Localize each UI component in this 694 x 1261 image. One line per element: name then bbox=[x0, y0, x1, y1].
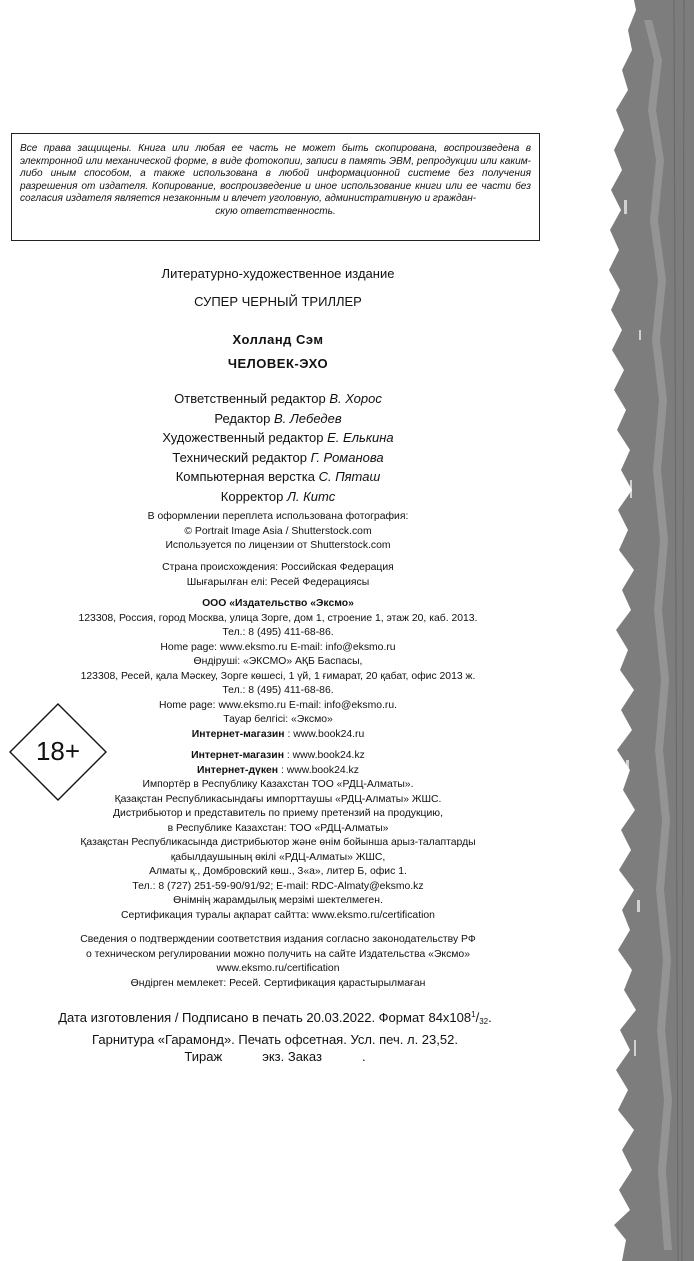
online-shop-kz: Интернет-магазин : www.book24.kz bbox=[191, 750, 365, 761]
credit-line: Ответственный редактор В. Хорос bbox=[174, 391, 382, 406]
credit-line: Художественный редактор Е. Елькина bbox=[162, 430, 394, 445]
conformity-info: Сведения о подтверждении соответствия издания согласно законодательству РФ о техническом регулировании можно получить на сайте Издательства «Эксмо» www.eksmo.ru/certification Өндірген мемлекет: Ресей. Сертификация қарастырылмаған bbox=[80, 934, 476, 989]
book-title: ЧЕЛОВЕК-ЭХО bbox=[227, 356, 329, 371]
online-shop-ru: Интернет-магазин : www.book24.ru bbox=[191, 728, 365, 740]
publisher-info: ООО «Издательство «Эксмо» 123308, Россия, город Москва, улица Зорге, дом 1, строение 1, этаж 20, каб. 2013. Тел.: 8 (495) 411-68-86. Home page: www.eksmo.ru E-mail: info@eksmo.ru Өндіруші: «ЭКСМО» АҚБ Баспасы, 123308, Ресей, қала Мәскеу, Зорге көшесі, 1 үй, 1 ғимарат, 20 қабат, офис 2013 ж. Тел.: 8 (495) 411-68-86. Home page: www.eksmo.ru E-mail: info@eksmo.ru. Тауар белгісі: «Эксмо» Интернет-магазин : www.book24.ru bbox=[0, 597, 556, 742]
author-name: Холланд Сэм bbox=[232, 332, 324, 347]
age-rating-label: 18+ bbox=[35, 736, 81, 766]
print-date-line: Дата изготовления / Подписано в печать 20.03.2022. Формат $84x108^1/_{32}$. bbox=[58, 1010, 492, 1026]
country-of-origin: Страна происхождения: Российская Федерация Шығарылған елі: Ресей Федерациясы bbox=[162, 562, 394, 588]
copyright-notice-box bbox=[11, 133, 540, 241]
series-name: СУПЕР ЧЕРНЫЙ ТРИЛЛЕР bbox=[194, 294, 362, 309]
credit-line: Компьютерная верстка С. Пяташ bbox=[175, 469, 381, 484]
copyright-notice-last-line: скую ответственность. bbox=[215, 205, 336, 217]
copyright-notice-text: Все права защищены. Книга или любая ее часть не может быть скопирована, воспроизведена в электронной или механической форме, в виде фотокопии, записи в память ЭВМ, репродукции или каким-либо иным способом, а также использована в любой информационной системе без получения разрешения от издателя. Копирование, воспроизведение и иное использование книги или ее части без согласия издателя является незаконным и влечет уголовную, административную и граждан- bbox=[20, 143, 531, 204]
edition-type: Литературно-художественное издание bbox=[161, 266, 395, 281]
credits-list bbox=[0, 389, 556, 506]
print-details bbox=[0, 1006, 550, 1066]
circulation-line: Тираж экз. Заказ . bbox=[184, 1049, 366, 1064]
online-shop-kz-kazakh: Интернет-дүкен : www.book24.kz bbox=[197, 764, 359, 776]
publisher-name: ООО «Издательство «Эксмо» bbox=[202, 598, 354, 609]
photo-credit: В оформлении переплета использована фотография: © Portrait Image Asia / Shutterstock.com Используется по лицензии от Shutterstock.com bbox=[147, 511, 409, 551]
credit-line: Технический редактор Г. Романова bbox=[172, 449, 384, 465]
credit-line: Корректор Л. Китс bbox=[220, 488, 336, 504]
credit-line: Редактор В. Лебедев bbox=[214, 410, 342, 426]
grunge-border-decoration bbox=[564, 0, 694, 1261]
typeface-line: Гарнитура «Гарамонд». Печать офсетная. Усл. печ. л. 23,52. bbox=[92, 1031, 458, 1047]
kazakhstan-distribution-info: Интернет-магазин : www.book24.kz Интернет-дүкен : www.book24.kz Импортёр в Республику Казахстан ТОО «РДЦ-Алматы». Қазақстан Республикасындағы импорттаушы «РДЦ-Алматы» ЖШС. Дистрибьютор и представитель по приему претензий на продукцию, в Республике Казахстан: ТОО «РДЦ-Алматы» Қазақстан Республикасында дистрибьютор және өнім бойынша арыз-талаптарды қабылдаушының өкілі «РДЦ-Алматы» ЖШС, Алматы қ., Домбровский көш., 3«а», литер Б, офис 1. Тел.: 8 (727) 251-59-90/91/92; E-mail: RDC-Almaty@eksmo.kz Өнімнің жарамдылық мерзімі шектелмеген. Сертификация туралы ақпарат сайтта: www.eksmo.ru/certification bbox=[0, 749, 556, 923]
